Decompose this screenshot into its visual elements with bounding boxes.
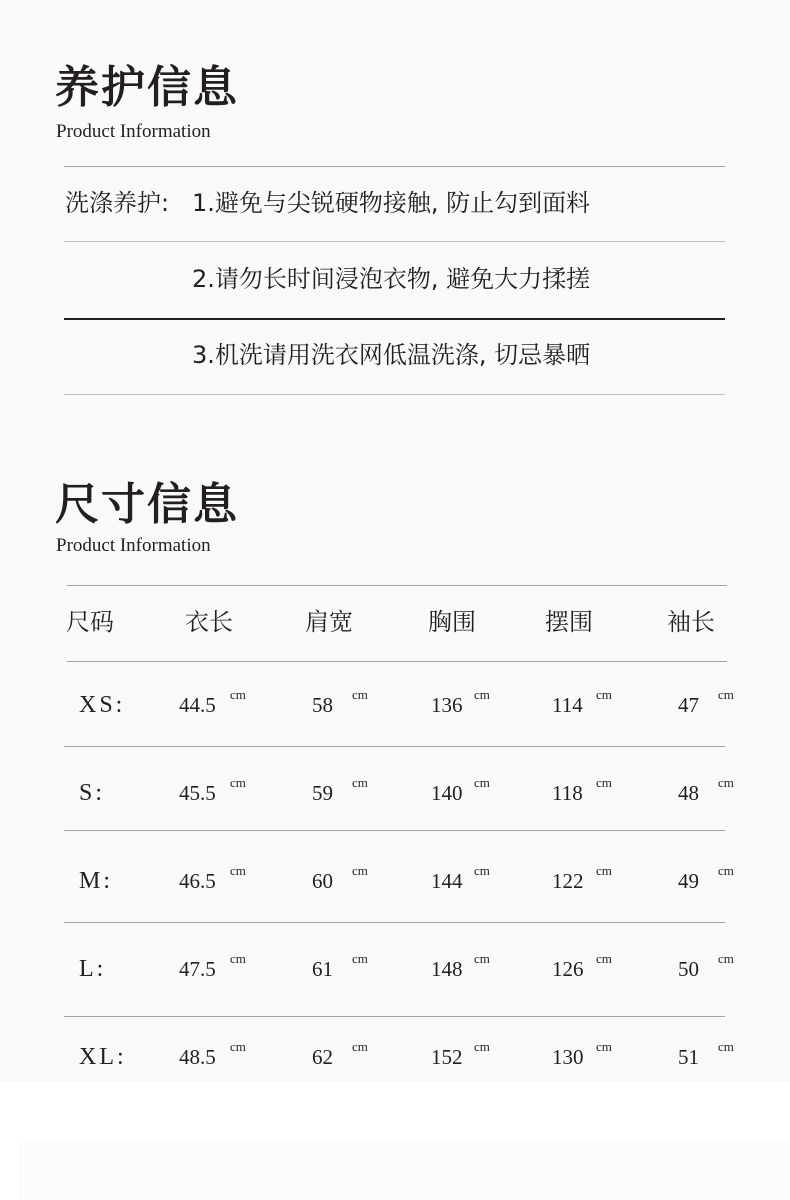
unit-label: cm: [352, 951, 368, 966]
measurement-value: 140: [431, 781, 463, 805]
measurement-value: 114: [552, 693, 583, 717]
measurement-value: 152: [431, 1045, 463, 1069]
divider: [64, 746, 725, 747]
column-header: 衣长: [185, 608, 233, 636]
unit-label: cm: [474, 775, 490, 790]
measurement-value: 59: [312, 781, 333, 805]
measurement-value: 48: [678, 781, 699, 805]
unit-label: cm: [230, 775, 246, 790]
size-label: M:: [79, 868, 114, 894]
unit-label: cm: [474, 1039, 490, 1054]
measurement-value: 148: [431, 957, 463, 981]
measurement-value: 50: [678, 957, 699, 981]
size-label: S:: [79, 780, 106, 806]
unit-label: cm: [352, 775, 368, 790]
unit-label: cm: [230, 951, 246, 966]
measurement-value: 44.5: [179, 693, 216, 717]
measurement-value: 61: [312, 957, 333, 981]
divider: [64, 394, 725, 395]
unit-label: cm: [596, 687, 612, 702]
column-header: 袖长: [667, 608, 715, 636]
unit-label: cm: [718, 775, 734, 790]
unit-label: cm: [352, 687, 368, 702]
size-label: L:: [79, 956, 107, 982]
size-subtitle: Product Information: [56, 535, 211, 556]
divider: [64, 241, 725, 242]
unit-label: cm: [230, 863, 246, 878]
column-header: 肩宽: [305, 608, 353, 636]
measurement-value: 47.5: [179, 957, 216, 981]
unit-label: cm: [718, 863, 734, 878]
care-item: 1.避免与尖锐硬物接触, 防止勾到面料: [192, 189, 591, 217]
unit-label: cm: [718, 687, 734, 702]
unit-label: cm: [596, 1039, 612, 1054]
size-label: XL:: [79, 1044, 127, 1070]
measurement-value: 49: [678, 869, 699, 893]
measurement-value: 51: [678, 1045, 699, 1069]
unit-label: cm: [352, 863, 368, 878]
bottom-blank-panel: [18, 1142, 790, 1200]
measurement-value: 60: [312, 869, 333, 893]
unit-label: cm: [596, 863, 612, 878]
measurement-value: 130: [552, 1045, 584, 1069]
care-label: 洗涤养护:: [65, 189, 170, 217]
unit-label: cm: [718, 951, 734, 966]
measurement-value: 46.5: [179, 869, 216, 893]
divider: [64, 922, 725, 923]
measurement-value: 118: [552, 781, 583, 805]
divider: [64, 830, 725, 831]
measurement-value: 62: [312, 1045, 333, 1069]
measurement-value: 144: [431, 869, 463, 893]
unit-label: cm: [474, 951, 490, 966]
unit-label: cm: [230, 687, 246, 702]
size-label: XS:: [79, 692, 126, 718]
measurement-value: 45.5: [179, 781, 216, 805]
unit-label: cm: [352, 1039, 368, 1054]
column-header: 胸围: [428, 608, 476, 636]
column-header: 摆围: [545, 608, 593, 636]
unit-label: cm: [230, 1039, 246, 1054]
unit-label: cm: [718, 1039, 734, 1054]
measurement-value: 126: [552, 957, 584, 981]
column-header: 尺码: [66, 608, 114, 636]
unit-label: cm: [596, 951, 612, 966]
measurement-value: 58: [312, 693, 333, 717]
divider: [64, 166, 725, 167]
measurement-value: 122: [552, 869, 584, 893]
unit-label: cm: [474, 687, 490, 702]
care-subtitle: Product Information: [56, 121, 211, 142]
divider: [64, 318, 725, 320]
measurement-value: 48.5: [179, 1045, 216, 1069]
size-title: 尺寸信息: [55, 479, 239, 530]
care-item: 2.请勿长时间浸泡衣物, 避免大力揉搓: [192, 265, 591, 293]
table-header-divider: [67, 661, 727, 662]
unit-label: cm: [596, 775, 612, 790]
care-item: 3.机洗请用洗衣网低温洗涤, 切忌暴晒: [192, 341, 591, 369]
measurement-value: 47: [678, 693, 699, 717]
unit-label: cm: [474, 863, 490, 878]
care-title: 养护信息: [55, 62, 239, 113]
divider: [64, 1016, 725, 1017]
measurement-value: 136: [431, 693, 463, 717]
table-top-divider: [67, 585, 727, 586]
